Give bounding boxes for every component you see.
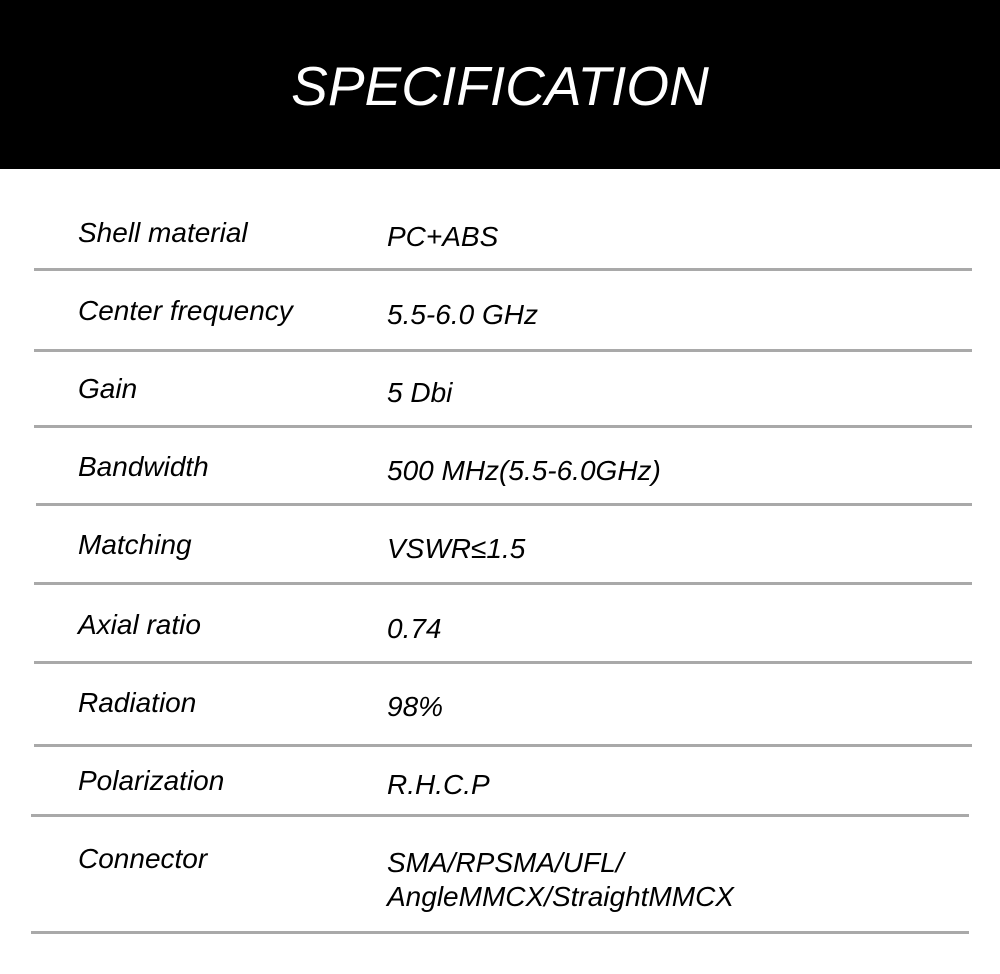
row-divider [34,425,972,428]
spec-value-connector: SMA/RPSMA/UFL/ AngleMMCX/StraightMMCX [387,847,734,912]
spec-label-bandwidth: Bandwidth [78,451,209,482]
row-divider [34,582,972,585]
row-divider [31,931,969,934]
spec-value-gain: 5 Dbi [387,377,453,408]
row-divider [34,744,972,747]
row-divider [31,814,969,817]
spec-label-gain: Gain [78,373,138,404]
spec-value-radiation: 98% [387,691,444,722]
row-divider [34,268,972,271]
spec-value-matching: VSWR≤1.5 [387,533,526,564]
spec-label-center-frequency: Center frequency [78,295,293,326]
spec-value-shell-material: PC+ABS [387,221,499,252]
spec-label-shell-material: Shell material [78,217,248,248]
spec-label-axial-ratio: Axial ratio [78,609,201,640]
page-title: SPECIFICATION [291,55,709,117]
row-divider [34,661,972,664]
row-divider [36,503,972,506]
spec-value-axial-ratio: 0.74 [387,613,442,644]
spec-value-bandwidth: 500 MHz(5.5-6.0GHz) [387,455,661,486]
spec-value-polarization: R.H.C.P [387,769,490,800]
spec-label-radiation: Radiation [78,687,197,718]
spec-label-matching: Matching [78,529,192,560]
spec-value-center-frequency: 5.5-6.0 GHz [387,299,538,330]
spec-label-polarization: Polarization [78,765,225,796]
spec-label-connector: Connector [78,843,208,874]
header-banner [0,0,1000,169]
row-divider [34,349,972,352]
